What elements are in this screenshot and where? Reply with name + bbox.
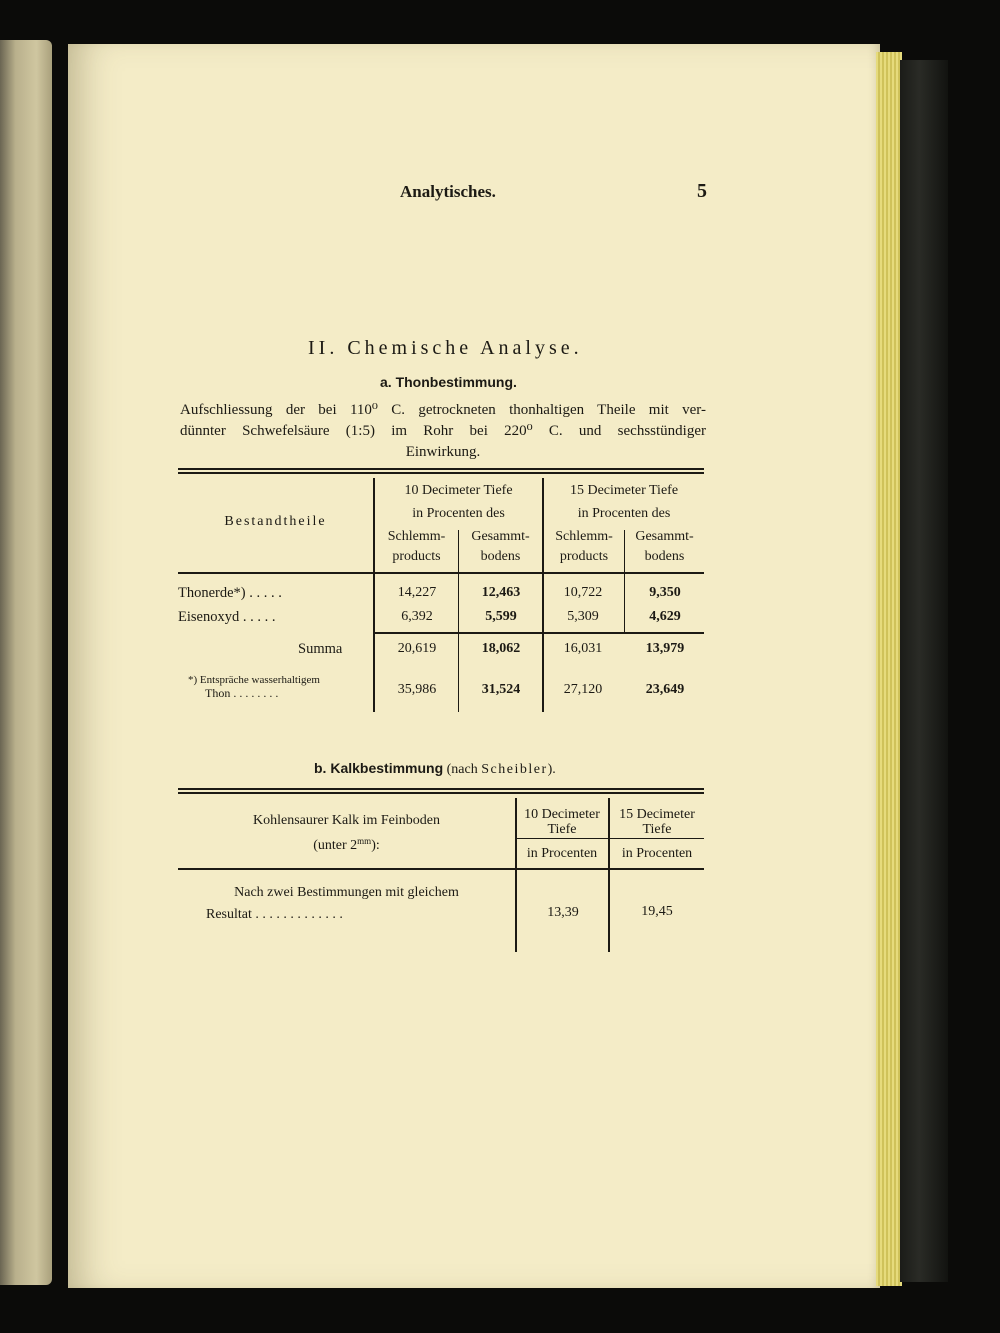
table-rule bbox=[178, 792, 704, 794]
table-cell: 5,599 bbox=[485, 609, 517, 624]
table-cell: 4,629 bbox=[649, 609, 681, 624]
table-rule bbox=[178, 788, 704, 790]
footnote-line: Thon . . . . . . . . bbox=[205, 686, 279, 700]
subheader: Gesammt- bbox=[471, 529, 530, 544]
table-cell: 9,350 bbox=[649, 585, 681, 600]
table-rule bbox=[178, 468, 704, 470]
column-header-10dm-sub: Tiefe bbox=[547, 822, 577, 837]
intro-line: Einwirkung. bbox=[405, 444, 481, 460]
column-header-15dm-sub: Tiefe bbox=[642, 822, 672, 837]
table-cell: 35,986 bbox=[397, 682, 437, 697]
table-cell: 13,979 bbox=[645, 641, 685, 656]
column-header-bestandtheile: Bestandtheile bbox=[224, 514, 327, 529]
group-header-10dm-sub: in Procenten des bbox=[412, 506, 505, 521]
table-cell: 20,619 bbox=[397, 641, 437, 656]
kalk-header-line2-post: ): bbox=[371, 838, 380, 853]
table-cell: 10,722 bbox=[563, 585, 603, 600]
kalk-header-line2-pre: (unter 2 bbox=[313, 838, 358, 853]
book-cover bbox=[900, 60, 948, 1282]
subsection-b-end: ). bbox=[547, 762, 556, 777]
previous-page-edge bbox=[0, 40, 52, 1285]
column-unit: in Procenten bbox=[526, 846, 598, 861]
row-label-eisenoxyd: Eisenoxyd . . . . . bbox=[178, 609, 276, 625]
subheader: products bbox=[392, 549, 441, 564]
subheader: bodens bbox=[480, 549, 521, 564]
running-header: Analytisches. bbox=[400, 182, 496, 201]
intro-line: dünnter Schwefelsäure (1:5) im Rohr bei 220⁰ C. und sechsstündiger bbox=[180, 423, 706, 439]
row-label-thonerde: Thonerde*) . . . . . bbox=[178, 585, 282, 601]
group-header-15dm-sub: in Procenten des bbox=[577, 506, 671, 521]
subsection-b-plain: (nach bbox=[446, 762, 482, 777]
table-cell: 16,031 bbox=[563, 641, 603, 656]
table-cell: 23,649 bbox=[645, 682, 685, 697]
table-rule bbox=[374, 632, 704, 634]
footnote-line: *) Entspräche wasserhaltigem bbox=[188, 674, 320, 686]
group-header-15dm: 15 Decimeter Tiefe bbox=[569, 483, 679, 498]
kalk-header-line2-sup: mm bbox=[357, 836, 372, 846]
subsection-b-name: Scheibler bbox=[481, 762, 548, 777]
subsection-title-b bbox=[314, 760, 556, 778]
subheader: Schlemm- bbox=[555, 529, 613, 544]
table-rule bbox=[178, 472, 704, 474]
column-unit: in Procenten bbox=[621, 846, 693, 861]
subheader: products bbox=[559, 549, 609, 564]
intro-line: Aufschliessung der bei 110⁰ C. getrockneten thonhaltigen Theile mit ver- bbox=[180, 402, 706, 418]
table-cell: 18,062 bbox=[481, 641, 521, 656]
kalk-row-line2: Resultat . . . . . . . . . . . . . bbox=[206, 907, 343, 922]
table-cell: 14,227 bbox=[397, 585, 437, 600]
row-label-summa: Summa bbox=[298, 641, 343, 657]
table-vrule bbox=[458, 572, 459, 712]
subheader: Gesammt- bbox=[635, 529, 694, 544]
kalk-header-line2 bbox=[178, 833, 515, 854]
subsection-b-bold: b. Kalkbestimmung bbox=[314, 760, 444, 776]
kalk-header-line1: Kohlensaurer Kalk im Feinboden bbox=[252, 813, 440, 828]
kalk-table bbox=[178, 788, 704, 952]
section-title: II. Chemische Analyse. bbox=[308, 337, 583, 359]
table-cell: 31,524 bbox=[481, 682, 521, 697]
table-rule bbox=[516, 838, 704, 839]
page-number: 5 bbox=[697, 180, 707, 202]
table-cell: 27,120 bbox=[563, 682, 603, 697]
thon-table bbox=[178, 468, 704, 712]
table-rule bbox=[178, 868, 704, 870]
table-cell: 12,463 bbox=[481, 585, 521, 600]
table-cell: 5,309 bbox=[567, 609, 599, 624]
column-header-10dm: 10 Decimeter bbox=[524, 807, 600, 822]
subheader: Schlemm- bbox=[387, 529, 446, 544]
kalk-row-line1: Nach zwei Bestimmungen mit gleichem bbox=[234, 885, 459, 900]
subsection-title-a: a. Thonbestimmung. bbox=[380, 374, 517, 390]
subheader: bodens bbox=[644, 549, 685, 564]
group-header-10dm: 10 Decimeter Tiefe bbox=[404, 483, 513, 498]
page-stack-edge bbox=[876, 52, 902, 1286]
table-cell: 6,392 bbox=[401, 609, 433, 624]
intro-paragraph bbox=[180, 400, 706, 463]
column-header-15dm: 15 Decimeter bbox=[619, 807, 695, 822]
table-cell: 19,45 bbox=[641, 904, 673, 919]
table-rule bbox=[178, 572, 704, 574]
table-cell: 13,39 bbox=[547, 905, 579, 920]
